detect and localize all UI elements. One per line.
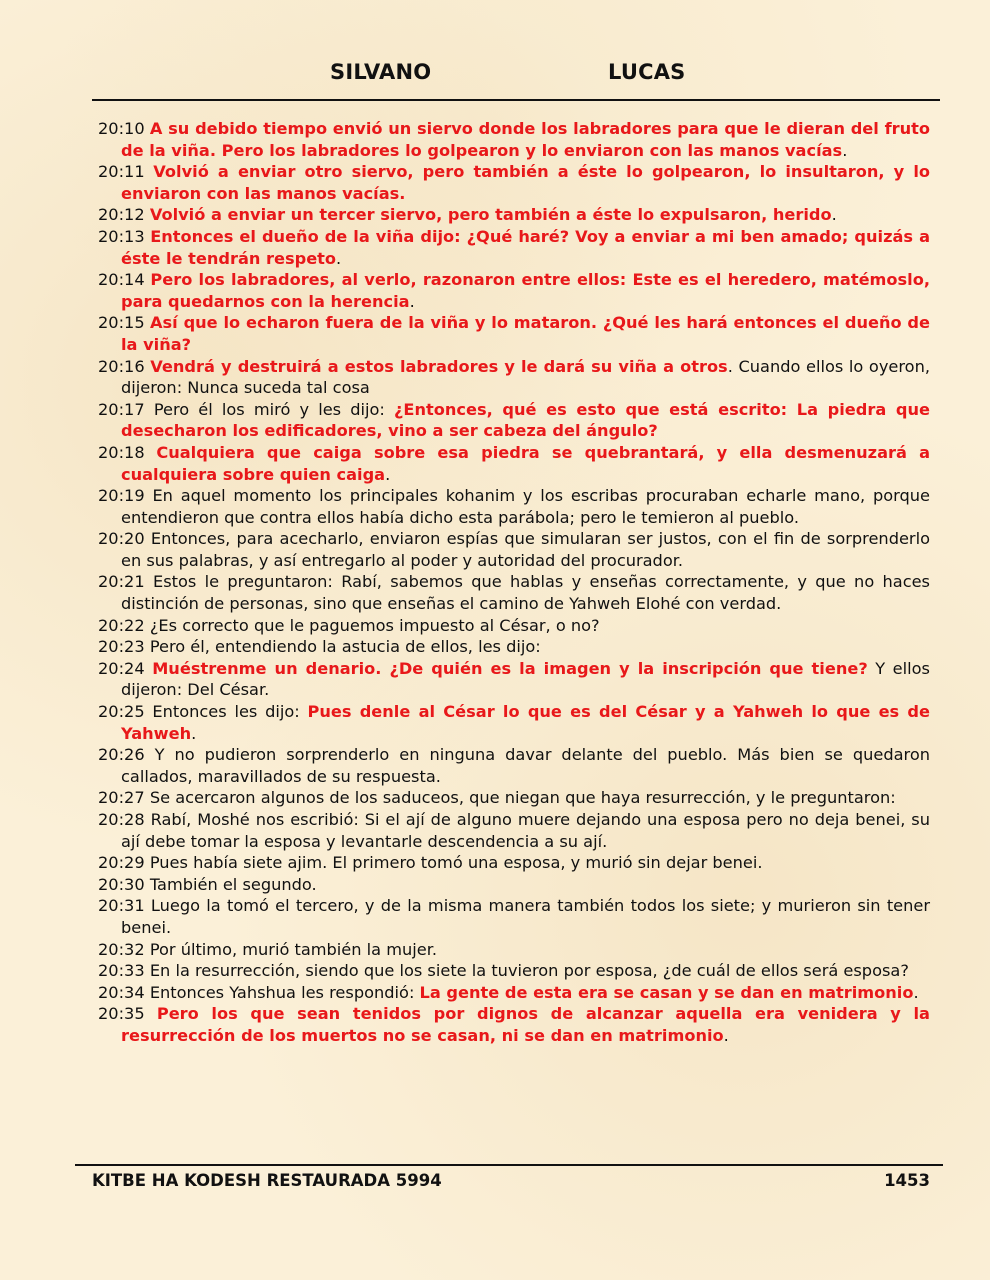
verse-text: Entonces les dijo: [152, 702, 308, 722]
verse [98, 312, 930, 355]
verse [98, 399, 930, 442]
verse [98, 852, 930, 874]
verse-number: 20:25 [98, 702, 145, 722]
verse-text: . [723, 1025, 729, 1045]
verse [98, 204, 930, 226]
verse [98, 269, 930, 312]
verse-text-red: Vendrá y destruirá a estos labradores y le dará su viña a otros [150, 356, 728, 376]
verse-text: . [409, 291, 415, 311]
verse [98, 895, 930, 938]
verse-text: . [842, 140, 848, 160]
verse-number: 20:33 [98, 961, 145, 981]
verse [98, 658, 930, 701]
verse-number: 20:35 [98, 1004, 145, 1024]
footer-title: KITBE HA KODESH RESTAURADA 5994 [92, 1171, 442, 1190]
verse [98, 982, 930, 1004]
verse [98, 874, 930, 896]
verse-text: . [913, 982, 919, 1002]
verse [98, 442, 930, 485]
verse-number: 20:24 [98, 658, 145, 678]
verse [98, 161, 930, 204]
verse-text-red: Volvió a enviar un tercer siervo, pero también a éste lo expulsaron, herido [149, 205, 832, 225]
verse-text: En aquel momento los principales kohanim y los escribas procuraban echarle mano, porque entendieron que contra ellos había dicho esta parábola; pero le temieron al pueblo. [121, 486, 930, 527]
verse-number: 20:12 [98, 205, 145, 225]
verse [98, 356, 930, 399]
verse-number: 20:17 [98, 399, 145, 419]
verse [98, 939, 930, 961]
verse [98, 1003, 930, 1046]
verse-text: Y no pudieron sorprenderlo en ninguna davar delante del pueblo. Más bien se quedaron callados, maravillados de su respuesta. [121, 745, 930, 786]
verse-text: . [831, 205, 837, 225]
verse-text: También el segundo. [149, 874, 317, 894]
verse-number: 20:22 [98, 615, 145, 635]
verse-text: Pero él los miró y les dijo: [153, 399, 395, 419]
verse-number: 20:15 [98, 313, 145, 333]
verse-number: 20:16 [98, 356, 145, 376]
verse-text-red: Muéstrenme un denario. ¿De quién es la imagen y la inscripción que tiene? [152, 658, 868, 678]
verse-text-red: ¿Entonces, qué es esto que está escrito: La piedra que desecharon los edificadores, vino a ser cabeza del ángulo? [121, 399, 930, 441]
verse [98, 809, 930, 852]
verse-text: . Cuando ellos lo oyeron, dijeron: Nunca suceda tal cosa [121, 356, 930, 398]
verse-text-red: A su debido tiempo envió un siervo donde los labradores para que le dieran del fruto de la viña. Pero los labradores lo golpearon y lo enviaron con las manos vacías [121, 119, 930, 160]
verse-text: Estos le preguntaron: Rabí, sabemos que hablas y enseñas correctamente, y que no haces distinción de personas, sino que enseñas el camino de Yahweh Elohé con verdad. [121, 572, 930, 614]
verse-number: 20:29 [98, 853, 145, 873]
verse-number: 20:18 [98, 442, 145, 462]
verse [98, 787, 930, 809]
verse [98, 118, 930, 161]
header-book-left: SILVANO [330, 60, 432, 84]
verse-text-red: Entonces el dueño de la viña dijo: ¿Qué haré? Voy a enviar a mi ben amado; quizás a éste le tendrán respeto [121, 226, 930, 268]
verse [98, 960, 930, 982]
verse-text-red: Pero los labradores, al verlo, razonaron entre ellos: Este es el heredero, matémoslo, para quedarnos con la herencia [121, 270, 931, 311]
page-footer [92, 1171, 930, 1195]
verse-number: 20:13 [98, 226, 145, 246]
verse-number: 20:23 [98, 637, 145, 657]
verse-text: Entonces Yahshua les respondió: [149, 982, 420, 1002]
verse-text-red: Pero los que sean tenidos por dignos de alcanzar aquella era venidera y la resurrección de los muertos no se casan, ni se dan en matrimonio [121, 1004, 930, 1045]
verse-number: 20:14 [98, 270, 145, 290]
verse-text-red: Así que lo echaron fuera de la viña y lo mataron. ¿Qué les hará entonces el dueño de la viña? [121, 313, 930, 354]
verse-text-red: Pues denle al César lo que es del César y a Yahweh lo que es de Yahweh [121, 702, 930, 743]
verse-text: . [385, 464, 391, 484]
page-header [0, 60, 990, 90]
verse-text: Y ellos dijeron: Del César. [121, 658, 930, 700]
header-book-right: LUCAS [608, 60, 686, 84]
verse [98, 485, 930, 528]
verse-number: 20:19 [98, 486, 145, 506]
verse-text-red: Cualquiera que caiga sobre esa piedra se quebrantará, y ella desmenuzará a cualquiera sobre quien caiga [121, 442, 930, 484]
verse [98, 571, 930, 614]
verse-number: 20:32 [98, 939, 145, 959]
verse-text: Rabí, Moshé nos escribió: Si el ají de alguno muere dejando una esposa pero no deja benei, su ají debe tomar la esposa y levantarle descendencia a su ají. [121, 810, 930, 851]
verse-text: . [336, 248, 342, 268]
verse-text: Luego la tomó el tercero, y de la misma manera también todos los siete; y murieron sin tener benei. [121, 896, 930, 937]
verse-text: . [191, 723, 197, 743]
verse-text: Entonces, para acecharlo, enviaron espías que simularan ser justos, con el fin de sorprenderlo en sus palabras, y así entregarlo al poder y autoridad del procurador. [121, 529, 930, 570]
verse-number: 20:20 [98, 529, 145, 549]
verse-text-red: Volvió a enviar otro siervo, pero también a éste lo golpearon, lo insultaron, y lo enviaron con las manos vacías. [121, 162, 930, 203]
verse-text: Por último, murió también la mujer. [149, 939, 438, 959]
verse-text: Se acercaron algunos de los saduceos, que niegan que haya resurrección, y le preguntaron: [149, 788, 896, 808]
verse-text-red: La gente de esta era se casan y se dan en matrimonio [419, 982, 914, 1002]
verse [98, 701, 930, 744]
verse-number: 20:30 [98, 874, 145, 894]
verse [98, 528, 930, 571]
verse [98, 615, 930, 637]
verse [98, 744, 930, 787]
verse-number: 20:28 [98, 810, 145, 829]
verse-number: 20:26 [98, 745, 145, 765]
verse-list [98, 118, 930, 1047]
verse-number: 20:21 [98, 572, 145, 592]
verse-number: 20:31 [98, 896, 145, 916]
verse-text: En la resurrección, siendo que los siete la tuvieron por esposa, ¿de cuál de ellos será esposa? [149, 961, 909, 981]
footer-rule [75, 1164, 943, 1166]
header-rule [92, 99, 940, 101]
verse-number: 20:34 [98, 982, 145, 1002]
verse-number: 20:27 [98, 788, 145, 808]
page-number: 1453 [884, 1171, 930, 1190]
verse-number: 20:11 [98, 162, 145, 182]
verse-text: Pues había siete ajim. El primero tomó una esposa, y murió sin dejar benei. [149, 853, 763, 873]
verse-text: ¿Es correcto que le paguemos impuesto al César, o no? [149, 615, 600, 635]
verse [98, 226, 930, 269]
verse-text: Pero él, entendiendo la astucia de ellos, les dijo: [149, 637, 541, 657]
verse [98, 636, 930, 658]
verse-number: 20:10 [98, 119, 145, 138]
